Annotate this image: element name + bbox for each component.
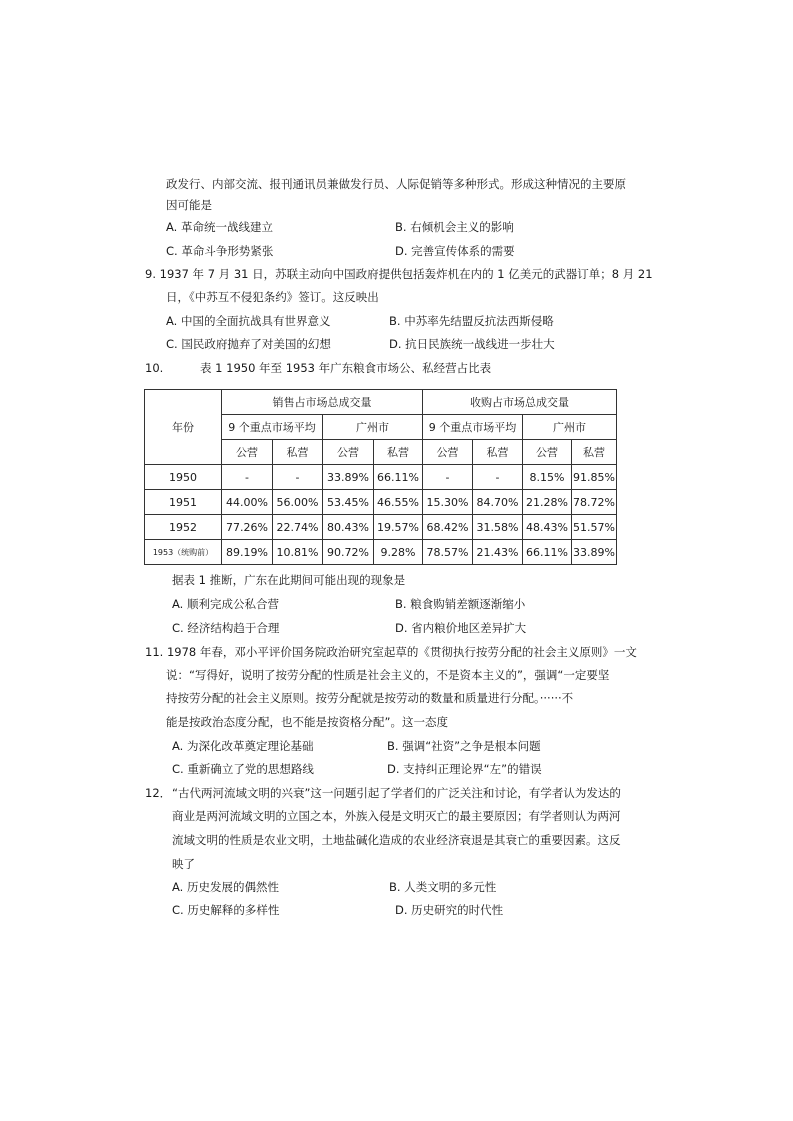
- year-cell: 1953（统购前）: [145, 540, 222, 565]
- q10-option-a: A. 顺利完成公私合营: [172, 597, 279, 611]
- q8-option-b: B. 右倾机会主义的影响: [395, 220, 514, 234]
- table-cell: 51.57%: [572, 515, 617, 540]
- public-header: 公营: [523, 440, 572, 465]
- table-cell: -: [473, 465, 523, 490]
- q11-option-c: C. 重新确立了党的思想路线: [172, 762, 314, 776]
- year-header: 年份: [145, 390, 222, 465]
- q8-stem-line2: 因可能是: [166, 198, 212, 212]
- table-cell: 66.11%: [523, 540, 572, 565]
- table-caption: 表 1 1950 年至 1953 年广东粮食市场公、私经营占比表: [200, 361, 492, 375]
- table-cell: -: [222, 465, 273, 490]
- table-cell: -: [423, 465, 473, 490]
- table-cell: 90.72%: [323, 540, 374, 565]
- table-cell: 56.00%: [273, 490, 323, 515]
- q8-stem-line1: 政发行、内部交流、报刊通讯员兼做发行员、人际促销等多种形式。形成这种情况的主要原: [166, 177, 626, 191]
- q11-option-d: D. 支持纠正理论界“左”的错误: [387, 762, 542, 776]
- table-cell: 33.89%: [323, 465, 374, 490]
- table-cell: 77.26%: [222, 515, 273, 540]
- year-cell: 1951: [145, 490, 222, 515]
- q12-stem-line2: 商业是两河流域文明的立国之本，外族入侵是文明灭亡的最主要原因；有学者则认为两河: [172, 809, 621, 823]
- table-cell: 84.70%: [473, 490, 523, 515]
- table-cell: 10.81%: [273, 540, 323, 565]
- private-header: 私营: [374, 440, 423, 465]
- table-cell: 78.72%: [572, 490, 617, 515]
- table-row: [145, 490, 617, 515]
- q12-option-b: B. 人类文明的多元性: [389, 880, 497, 894]
- sales-avg9-header: 9 个重点市场平均: [222, 415, 323, 440]
- q12-option-c: C. 历史解释的多样性: [172, 903, 280, 917]
- q8-option-a: A. 革命统一战线建立: [166, 220, 273, 234]
- q11-stem-line2: 说：“写得好，说明了按劳分配的性质是社会主义的，不是资本主义的”，强调“一定要坚: [166, 668, 610, 682]
- q12-stem-line4: 映了: [172, 857, 195, 871]
- table-cell: 80.43%: [323, 515, 374, 540]
- q9-option-b: B. 中苏率先结盟反抗法西斯侵略: [389, 314, 554, 328]
- public-header: 公营: [222, 440, 273, 465]
- table-cell: 31.58%: [473, 515, 523, 540]
- purchase-guangzhou-header: 广州市: [523, 415, 617, 440]
- table-cell: 48.43%: [523, 515, 572, 540]
- q12-stem-line3: 流域文明的性质是农业文明，土地盐碱化造成的农业经济衰退是其衰亡的重要因素。这反: [172, 833, 621, 847]
- table-cell: 66.11%: [374, 465, 423, 490]
- purchase-avg9-header: 9 个重点市场平均: [423, 415, 523, 440]
- q10-option-c: C. 经济结构趋于合理: [172, 621, 280, 635]
- q11-stem-line1: 11. 1978 年春，邓小平评价国务院政治研究室起草的《贯彻执行按劳分配的社会主义原则》一文: [145, 645, 637, 659]
- q10-option-b: B. 粮食购销差额逐渐缩小: [395, 597, 526, 611]
- q9-option-a: A. 中国的全面抗战具有世界意义: [166, 314, 331, 328]
- private-header: 私营: [473, 440, 523, 465]
- table-cell: 33.89%: [572, 540, 617, 565]
- q11-option-b: B. 强调“社资”之争是根本问题: [387, 739, 541, 753]
- public-header: 公营: [423, 440, 473, 465]
- table-cell: 53.45%: [323, 490, 374, 515]
- private-header: 私营: [273, 440, 323, 465]
- table-cell: 8.15%: [523, 465, 572, 490]
- table-cell: 46.55%: [374, 490, 423, 515]
- q12-number: 12．: [145, 786, 172, 800]
- table-cell: 9.28%: [374, 540, 423, 565]
- table-cell: 21.43%: [473, 540, 523, 565]
- table-cell: 89.19%: [222, 540, 273, 565]
- q9-stem-line1: 9. 1937 年 7 月 31 日，苏联主动向中国政府提供包括轰炸机在内的 1 亿美元的武器订单；8 月 21: [145, 267, 653, 281]
- q10-number: 10.: [145, 361, 164, 375]
- table-cell: -: [273, 465, 323, 490]
- purchase-header: 收购占市场总成交量: [423, 390, 617, 415]
- table-cell: 68.42%: [423, 515, 473, 540]
- sales-guangzhou-header: 广州市: [323, 415, 423, 440]
- grain-market-table: [144, 389, 617, 565]
- q9-stem-line2: 日，《中苏互不侵犯条约》签订。这反映出: [166, 290, 379, 304]
- q10-option-d: D. 省内粮价地区差异扩大: [395, 621, 527, 635]
- q9-option-d: D. 抗日民族统一战线进一步壮大: [389, 337, 555, 351]
- private-header: 私营: [572, 440, 617, 465]
- table-row: [145, 540, 617, 565]
- year-cell: 1952: [145, 515, 222, 540]
- q12-stem-line1: “古代两河流域文明的兴衰”这一问题引起了学者们的广泛关注和讨论，有学者认为发达的: [172, 786, 621, 800]
- q10-stem: 据表 1 推断，广东在此期间可能出现的现象是: [172, 573, 406, 587]
- table-cell: 44.00%: [222, 490, 273, 515]
- table-cell: 78.57%: [423, 540, 473, 565]
- q9-option-c: C. 国民政府抛弃了对美国的幻想: [166, 337, 331, 351]
- table-cell: 19.57%: [374, 515, 423, 540]
- table-row: [145, 465, 617, 490]
- q11-stem-line3: 持按劳分配的社会主义原则。按劳分配就是按劳动的数量和质量进行分配。······不: [166, 691, 574, 705]
- table-row: [145, 515, 617, 540]
- q12-option-a: A. 历史发展的偶然性: [172, 880, 279, 894]
- q8-option-d: D. 完善宣传体系的需要: [395, 244, 515, 258]
- public-header: 公营: [323, 440, 374, 465]
- q12-option-d: D. 历史研究的时代性: [395, 903, 504, 917]
- year-cell: 1950: [145, 465, 222, 490]
- table-cell: 22.74%: [273, 515, 323, 540]
- table-cell: 15.30%: [423, 490, 473, 515]
- q11-option-a: A. 为深化改革奠定理论基础: [172, 739, 314, 753]
- table-cell: 21.28%: [523, 490, 572, 515]
- q8-option-c: C. 革命斗争形势紧张: [166, 244, 274, 258]
- table-cell: 91.85%: [572, 465, 617, 490]
- q11-stem-line4: 能是按政治态度分配，也不能是按资格分配”。这一态度: [166, 715, 448, 729]
- sales-header: 销售占市场总成交量: [222, 390, 423, 415]
